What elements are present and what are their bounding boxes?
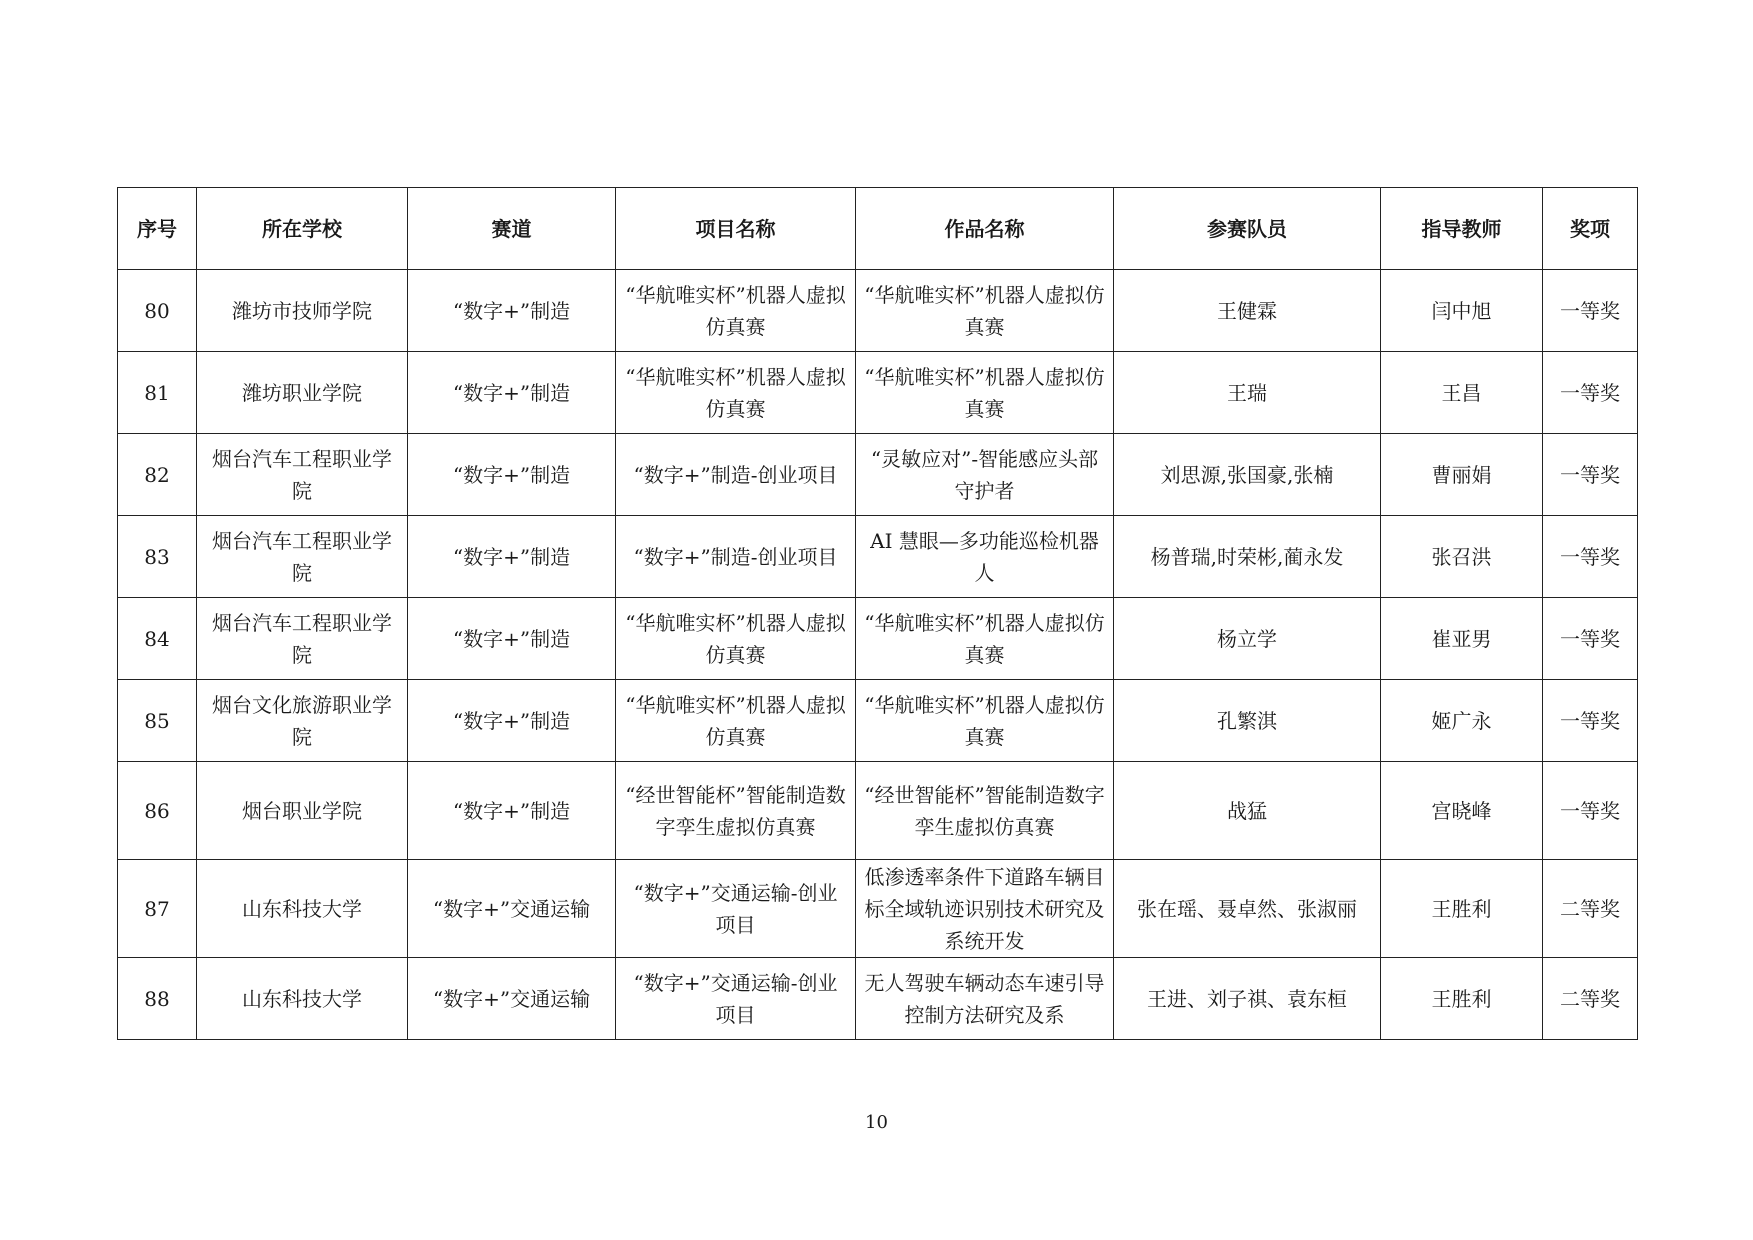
header-project: 项目名称 (616, 188, 856, 270)
award-table (117, 187, 1638, 1040)
cell-project: “数字+”制造-创业项目 (616, 516, 856, 598)
cell-work: AI 慧眼—多功能巡检机器人 (856, 516, 1114, 598)
cell-award: 一等奖 (1543, 434, 1638, 516)
cell-track: “数字+”交通运输 (408, 860, 616, 958)
cell-teacher: 曹丽娟 (1381, 434, 1543, 516)
cell-award: 二等奖 (1543, 958, 1638, 1040)
table-row (118, 762, 1638, 860)
header-no: 序号 (118, 188, 197, 270)
cell-members: 孔繁淇 (1114, 680, 1381, 762)
page-number: 10 (865, 1112, 888, 1133)
header-track: 赛道 (408, 188, 616, 270)
cell-members: 张在瑶、聂卓然、张淑丽 (1114, 860, 1381, 958)
cell-teacher: 崔亚男 (1381, 598, 1543, 680)
cell-teacher: 宫晓峰 (1381, 762, 1543, 860)
cell-school: 潍坊市技师学院 (197, 270, 408, 352)
cell-track: “数字+”制造 (408, 352, 616, 434)
cell-teacher: 王胜利 (1381, 958, 1543, 1040)
cell-track: “数字+”制造 (408, 516, 616, 598)
table-row (118, 270, 1638, 352)
header-members: 参赛队员 (1114, 188, 1381, 270)
header-work: 作品名称 (856, 188, 1114, 270)
cell-teacher: 张召洪 (1381, 516, 1543, 598)
cell-project: “数字+”交通运输-创业项目 (616, 860, 856, 958)
cell-project: “华航唯实杯”机器人虚拟仿真赛 (616, 270, 856, 352)
cell-school: 烟台汽车工程职业学院 (197, 598, 408, 680)
cell-school: 烟台职业学院 (197, 762, 408, 860)
table-row (118, 680, 1638, 762)
cell-track: “数字+”制造 (408, 270, 616, 352)
cell-award: 一等奖 (1543, 270, 1638, 352)
cell-project: “华航唯实杯”机器人虚拟仿真赛 (616, 352, 856, 434)
cell-award: 一等奖 (1543, 516, 1638, 598)
table-row (118, 598, 1638, 680)
table-row (118, 860, 1638, 958)
cell-work: “华航唯实杯”机器人虚拟仿真赛 (856, 270, 1114, 352)
cell-members: 王进、刘子祺、袁东桓 (1114, 958, 1381, 1040)
cell-no: 81 (118, 352, 197, 434)
cell-members: 战猛 (1114, 762, 1381, 860)
header-teacher: 指导教师 (1381, 188, 1543, 270)
cell-award: 一等奖 (1543, 762, 1638, 860)
cell-work: “华航唯实杯”机器人虚拟仿真赛 (856, 598, 1114, 680)
table-row (118, 958, 1638, 1040)
cell-teacher: 闫中旭 (1381, 270, 1543, 352)
cell-teacher: 姬广永 (1381, 680, 1543, 762)
header-row (118, 188, 1638, 270)
table-row (118, 352, 1638, 434)
cell-project: “数字+”交通运输-创业项目 (616, 958, 856, 1040)
cell-school: 山东科技大学 (197, 958, 408, 1040)
header-school: 所在学校 (197, 188, 408, 270)
cell-track: “数字+”交通运输 (408, 958, 616, 1040)
cell-no: 84 (118, 598, 197, 680)
cell-work: “华航唯实杯”机器人虚拟仿真赛 (856, 352, 1114, 434)
cell-no: 86 (118, 762, 197, 860)
header-award: 奖项 (1543, 188, 1638, 270)
cell-members: 杨普瑞,时荣彬,蔺永发 (1114, 516, 1381, 598)
cell-work: “华航唯实杯”机器人虚拟仿真赛 (856, 680, 1114, 762)
cell-award: 一等奖 (1543, 598, 1638, 680)
table-row (118, 434, 1638, 516)
cell-members: 王健霖 (1114, 270, 1381, 352)
cell-teacher: 王胜利 (1381, 860, 1543, 958)
cell-award: 一等奖 (1543, 352, 1638, 434)
cell-track: “数字+”制造 (408, 598, 616, 680)
cell-work: “灵敏应对”-智能感应头部守护者 (856, 434, 1114, 516)
cell-no: 80 (118, 270, 197, 352)
table-row (118, 516, 1638, 598)
cell-award: 一等奖 (1543, 680, 1638, 762)
cell-track: “数字+”制造 (408, 434, 616, 516)
cell-no: 83 (118, 516, 197, 598)
cell-no: 82 (118, 434, 197, 516)
cell-no: 85 (118, 680, 197, 762)
cell-no: 88 (118, 958, 197, 1040)
cell-work-text: 无人驾驶车辆动态车速引导控制方法研究及系 (864, 970, 1105, 1027)
cell-school: 山东科技大学 (197, 860, 408, 958)
cell-track: “数字+”制造 (408, 680, 616, 762)
cell-work (856, 958, 1114, 1040)
cell-work: 低渗透率条件下道路车辆目标全域轨迹识别技术研究及系统开发 (856, 860, 1114, 958)
cell-members: 王瑞 (1114, 352, 1381, 434)
cell-award: 二等奖 (1543, 860, 1638, 958)
cell-track: “数字+”制造 (408, 762, 616, 860)
cell-project: “华航唯实杯”机器人虚拟仿真赛 (616, 598, 856, 680)
cell-school: 烟台汽车工程职业学院 (197, 434, 408, 516)
cell-school: 烟台文化旅游职业学院 (197, 680, 408, 762)
cell-members: 刘思源,张国豪,张楠 (1114, 434, 1381, 516)
cell-no: 87 (118, 860, 197, 958)
cell-school: 潍坊职业学院 (197, 352, 408, 434)
cell-project: “经世智能杯”智能制造数字孪生虚拟仿真赛 (616, 762, 856, 860)
cell-work: “经世智能杯”智能制造数字孪生虚拟仿真赛 (856, 762, 1114, 860)
cell-members: 杨立学 (1114, 598, 1381, 680)
cell-project: “数字+”制造-创业项目 (616, 434, 856, 516)
cell-school: 烟台汽车工程职业学院 (197, 516, 408, 598)
cell-project: “华航唯实杯”机器人虚拟仿真赛 (616, 680, 856, 762)
cell-teacher: 王昌 (1381, 352, 1543, 434)
